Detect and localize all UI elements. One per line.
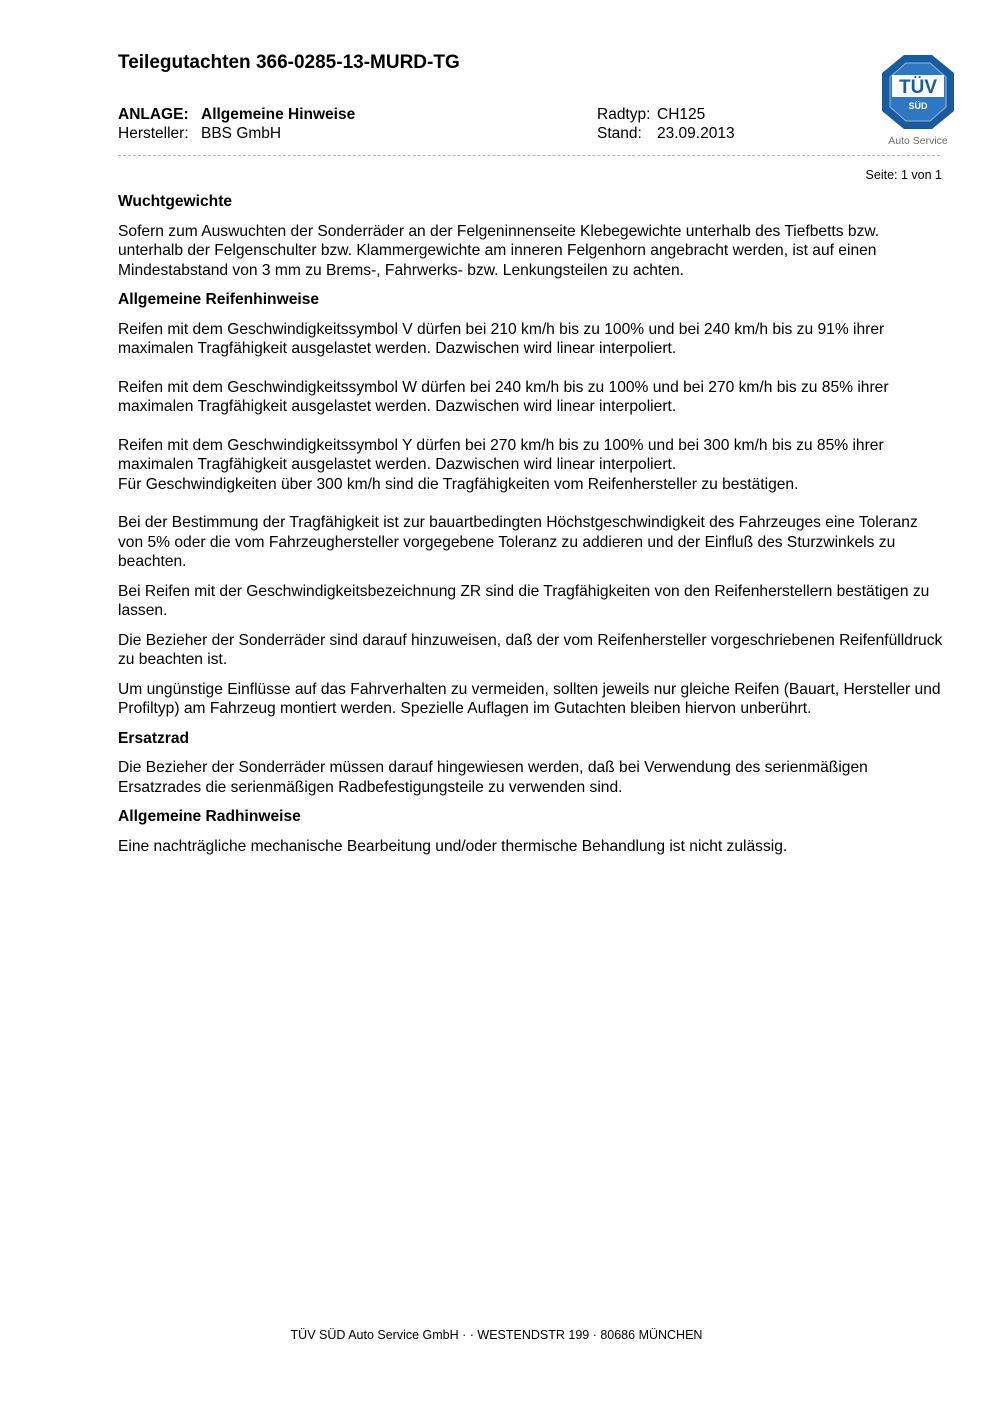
hersteller-label: Hersteller:	[118, 125, 189, 142]
radtyp-row	[597, 105, 735, 124]
anlage-value: Allgemeine Hinweise	[201, 106, 356, 123]
hersteller-value: BBS GmbH	[201, 125, 282, 142]
paragraph: Um ungünstige Einflüsse auf das Fahrverhalten zu vermeiden, sollten jeweils nur gleiche Reifen (Bauart, Hersteller und Profiltyp) am Fahrzeug montiert werden. Spezielle Auflagen im Gutachten bleiben hiervon unberührt.	[118, 680, 941, 717]
anlage-label: ANLAGE:	[118, 106, 189, 123]
meta-right	[597, 105, 735, 143]
page-number: Seite: 1 von 1	[865, 168, 942, 182]
document-body	[118, 192, 944, 866]
tuev-sued-logo	[878, 53, 958, 149]
stand-label: Stand:	[597, 125, 642, 142]
paragraph: Sofern zum Auswuchten der Sonderräder an der Felgeninnenseite Klebegewichte unterhalb des Tiefbetts bzw. unterhalb der Felgenschulter bzw. Klammergewichte am inneren Felgenhorn angebracht werden, ist auf einen Mindestabstand von 3 mm zu Brems-, Fahrwerks- bzw. Lenkungsteilen zu achten.	[118, 222, 880, 279]
logo-sued-text: SÜD	[908, 101, 928, 111]
paragraph: Bei Reifen mit der Geschwindigkeitsbezeichnung ZR sind die Tragfähigkeiten von den Reifenherstellern bestätigen zu lassen.	[118, 582, 930, 619]
document-title: Teilegutachten 366-0285-13-MURD-TG	[118, 52, 460, 73]
paragraph: Reifen mit dem Geschwindigkeitssymbol Y dürfen bei 270 km/h bis zu 100% und bei 300 km/h bis zu 85% ihrer maximalen Tragfähigkeit ausgelastet werden. Dazwischen wird linear interpoliert.	[118, 436, 884, 473]
paragraph: Reifen mit dem Geschwindigkeitssymbol W dürfen bei 240 km/h bis zu 100% und bei 270 km/h bis zu 85% ihrer maximalen Tragfähigkeit ausgelastet werden. Dazwischen wird linear interpoliert.	[118, 378, 889, 415]
logo-tuev-text: TÜV	[899, 77, 937, 98]
footer-address: TÜV SÜD Auto Service GmbH · · WESTENDSTR 199 · 80686 MÜNCHEN	[290, 1328, 703, 1342]
paragraph: Die Bezieher der Sonderräder müssen darauf hingewiesen werden, daß bei Verwendung des serienmäßigen Ersatzrades die serienmäßigen Radbefestigungsteile zu verwenden sind.	[118, 759, 868, 796]
radtyp-value: CH125	[657, 106, 706, 123]
stand-value: 23.09.2013	[657, 125, 735, 142]
section-heading-wuchtgewichte: Wuchtgewichte	[118, 193, 233, 210]
anlage-row	[118, 105, 355, 124]
header-divider	[118, 155, 940, 156]
logo-caption: Auto Service	[888, 135, 948, 147]
section-heading-reifenhinweise: Allgemeine Reifenhinweise	[118, 291, 320, 308]
section-heading-radhinweise: Allgemeine Radhinweise	[118, 808, 301, 825]
paragraph: Reifen mit dem Geschwindigkeitssymbol V dürfen bei 210 km/h bis zu 100% und bei 240 km/h bis zu 91% ihrer maximalen Tragfähigkeit ausgelastet werden. Dazwischen wird linear interpoliert.	[118, 320, 885, 357]
stand-row	[597, 124, 735, 143]
meta-left	[118, 105, 355, 143]
paragraph: Für Geschwindigkeiten über 300 km/h sind die Tragfähigkeiten vom Reifenhersteller zu bestätigen.	[118, 475, 799, 493]
radtyp-label: Radtyp:	[597, 106, 651, 123]
paragraph: Eine nachträgliche mechanische Bearbeitung und/oder thermische Behandlung ist nicht zulässig.	[118, 837, 788, 855]
paragraph: Bei der Bestimmung der Tragfähigkeit ist zur bauartbedingten Höchstgeschwindigkeit des Fahrzeuges eine Toleranz von 5% oder die vom Fahrzeughersteller vorgegebene Toleranz zu addieren und der Einfluß des Sturzwinkels zu beachten.	[118, 514, 918, 570]
section-heading-ersatzrad: Ersatzrad	[118, 729, 190, 747]
paragraph: Die Bezieher der Sonderräder sind darauf hinzuweisen, daß der vom Reifenhersteller vorgeschriebenen Reifenfülldruck zu beachten ist.	[118, 631, 943, 668]
hersteller-row	[118, 124, 355, 143]
